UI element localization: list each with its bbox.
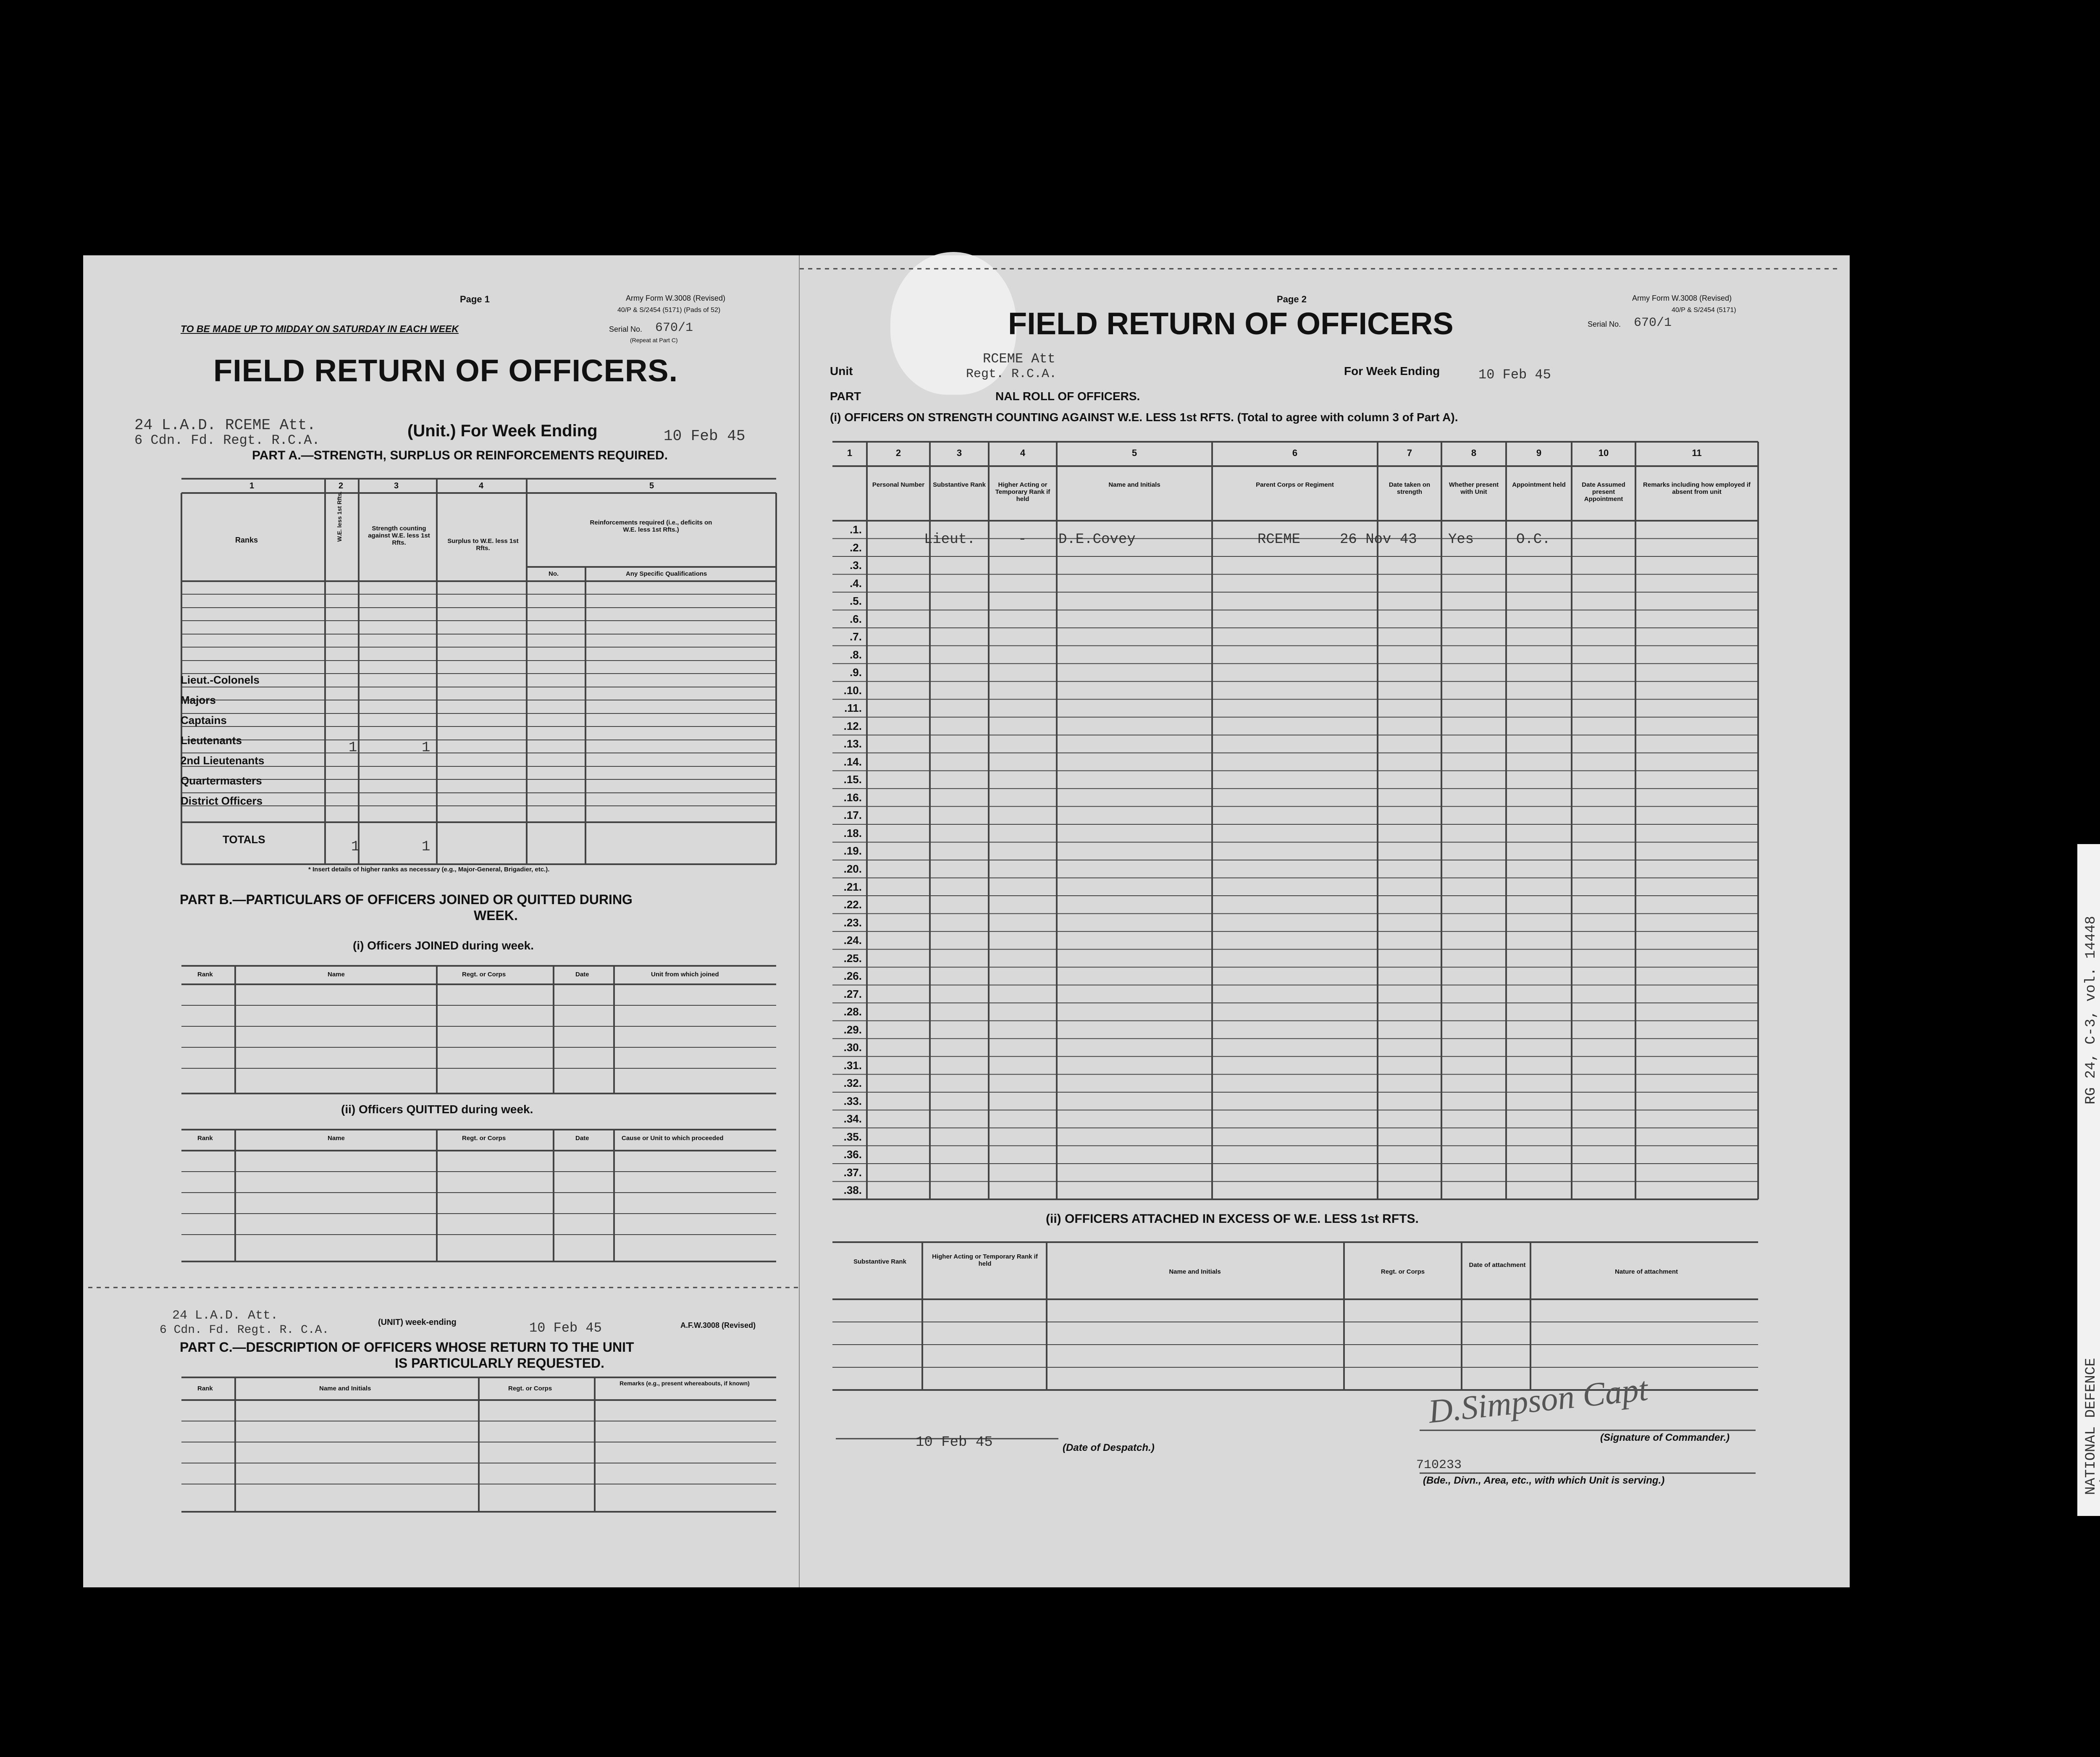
row-number: .12. xyxy=(843,719,862,732)
row-number: .18. xyxy=(843,826,862,839)
entry-appointment: O.C. xyxy=(1516,532,1551,548)
quitted-col: Date xyxy=(575,1135,589,1142)
joined-col: Regt. or Corps xyxy=(462,971,506,978)
entry-name: D.E.Covey xyxy=(1058,532,1136,548)
row-number: .6. xyxy=(850,612,862,625)
entry-rank: Lieut. xyxy=(924,532,976,548)
part-c-col: Name and Initials xyxy=(319,1385,371,1392)
row-number: .13. xyxy=(843,737,862,750)
rank-label: Lieut.-Colonels xyxy=(181,674,260,686)
row-number: .32. xyxy=(843,1077,862,1090)
col-number: 8 xyxy=(1471,448,1477,458)
joined-col: Rank xyxy=(197,971,213,978)
part-a-title: PART A.—STRENGTH, SURPLUS OR REINFORCEMENTS REQUIRED. xyxy=(252,448,668,462)
row-number: .38. xyxy=(843,1184,862,1197)
part-a-col-3: 3 xyxy=(394,481,399,490)
page2-unit-label: Unit xyxy=(830,365,853,378)
row-number: .5. xyxy=(850,595,862,608)
totals-label: TOTALS xyxy=(223,833,265,846)
page1-page-label: Page 1 xyxy=(460,294,490,304)
despatch-date: 10 Feb 45 xyxy=(916,1434,993,1450)
page2-part-label: PART xyxy=(830,390,861,403)
part-c-col: Rank xyxy=(197,1385,213,1392)
page2-unit-2: Regt. R.C.A. xyxy=(966,367,1057,381)
row-number: .1. xyxy=(850,523,862,536)
attached-col: Name and Initials xyxy=(1169,1268,1221,1275)
page2-army-form: Army Form W.3008 (Revised) xyxy=(1632,294,1732,302)
row-number: .26. xyxy=(843,970,862,983)
quitted-col: Regt. or Corps xyxy=(462,1135,506,1142)
part-c-unit-label: (UNIT) week-ending xyxy=(378,1318,457,1327)
row-number: .11. xyxy=(844,702,862,715)
row-number: .37. xyxy=(843,1166,862,1179)
quitted-col: Cause or Unit to which proceeded xyxy=(622,1135,724,1142)
joined-col: Name xyxy=(328,971,345,978)
bde-typed: 710233 xyxy=(1416,1458,1462,1472)
row-number: .7. xyxy=(850,630,862,643)
signature: D.Simpson Capt xyxy=(1426,1370,1650,1431)
page2-nominal-roll: NAL ROLL OF OFFICERS. xyxy=(995,390,1140,403)
col-head: Parent Corps or Regiment xyxy=(1256,481,1334,488)
row-number: .22. xyxy=(843,898,862,911)
strength-value: 1 xyxy=(422,740,430,756)
despatch-label: (Date of Despatch.) xyxy=(1063,1442,1155,1453)
page1-form-ref: 40/P & S/2454 (5171) (Pads of 52) xyxy=(617,307,721,314)
part-c-title-1: PART C.—DESCRIPTION OF OFFICERS WHOSE RETURN TO THE UNIT xyxy=(180,1340,634,1355)
col-head: Appointment held xyxy=(1512,481,1566,488)
joined-title: (i) Officers JOINED during week. xyxy=(353,939,534,952)
entry-date: 26 Nov 43 xyxy=(1340,532,1417,548)
page1-unit-line1: 24 L.A.D. RCEME Att. xyxy=(134,417,316,434)
row-number: .14. xyxy=(843,755,862,768)
row-number: .34. xyxy=(843,1112,862,1125)
row-number: .4. xyxy=(850,577,862,590)
part-a-col-5: 5 xyxy=(649,481,654,490)
page1-unit-line2: 6 Cdn. Fd. Regt. R.C.A. xyxy=(134,433,320,448)
row-number: .27. xyxy=(843,987,862,1000)
page2-week-label: For Week Ending xyxy=(1344,365,1440,378)
row-number: .33. xyxy=(843,1094,862,1107)
rank-label: District Officers xyxy=(181,795,263,807)
quitted-col: Rank xyxy=(197,1135,213,1142)
part-a-col-4: 4 xyxy=(479,481,484,490)
part-c-unit-2: 6 Cdn. Fd. Regt. R. C.A. xyxy=(160,1324,329,1337)
part-a-surplus-head: Surplus to W.E. less 1st Rfts. xyxy=(447,538,519,552)
rank-label: Majors xyxy=(181,694,216,706)
totals-we: 1 xyxy=(351,839,360,855)
col-head: Date Assumed present Appointment xyxy=(1582,481,1625,503)
part-a-ranks-head: Ranks xyxy=(235,536,258,544)
quitted-col: Name xyxy=(328,1135,345,1142)
joined-col: Date xyxy=(575,971,589,978)
row-number: .19. xyxy=(843,844,862,858)
page1-instruction: TO BE MADE UP TO MIDDAY ON SATURDAY IN EACH WEEK xyxy=(181,323,459,334)
row-number: .21. xyxy=(843,880,862,893)
row-number: .8. xyxy=(850,648,862,661)
totals-strength: 1 xyxy=(422,839,430,855)
bde-label: (Bde., Divn., Area, etc., with which Unit is serving.) xyxy=(1423,1475,1665,1486)
joined-col: Unit from which joined xyxy=(651,971,719,978)
attached-col: Date of attachment xyxy=(1469,1261,1526,1269)
part-a-no-head: No. xyxy=(549,570,559,577)
col-number: 9 xyxy=(1536,448,1542,458)
part-c-form-ref: A.F.W.3008 (Revised) xyxy=(680,1321,756,1330)
row-number: .16. xyxy=(843,791,862,804)
entry-corps: RCEME xyxy=(1257,532,1301,548)
page1-week-ending: 10 Feb 45 xyxy=(664,427,746,445)
part-b-title-2: WEEK. xyxy=(474,908,518,923)
part-a-col-1: 1 xyxy=(249,481,255,490)
row-number: .36. xyxy=(843,1148,862,1161)
col-number: 10 xyxy=(1598,448,1609,458)
page1-serial-value: 670/1 xyxy=(655,321,693,335)
page1-title: FIELD RETURN OF OFFICERS. xyxy=(213,353,678,388)
row-number: .3. xyxy=(850,559,862,572)
row-number: .29. xyxy=(843,1023,862,1036)
row-number: .24. xyxy=(843,934,862,947)
col-head: Higher Acting or Temporary Rank if held xyxy=(995,481,1050,503)
part-a-footnote: * Insert details of higher ranks as necessary (e.g., Major-General, Brigadier, etc.). xyxy=(308,866,550,873)
page2-section-i: (i) OFFICERS ON STRENGTH COUNTING AGAINST W.E. LESS 1st RFTS. (Total to agree with column 3 of Part A). xyxy=(830,411,1458,424)
page1-serial-note: (Repeat at Part C) xyxy=(630,337,678,344)
col-number: 1 xyxy=(847,448,853,458)
col-head: Name and Initials xyxy=(1108,481,1160,488)
page2-serial-value: 670/1 xyxy=(1634,316,1672,330)
page2-serial-label: Serial No. xyxy=(1588,320,1621,328)
col-number: 7 xyxy=(1407,448,1412,458)
page2-week-ending: 10 Feb 45 xyxy=(1478,367,1551,383)
row-number: .9. xyxy=(850,666,862,679)
page1-unit-label: (Unit.) For Week Ending xyxy=(407,422,598,440)
row-number: .28. xyxy=(843,1005,862,1018)
part-a-col-2: 2 xyxy=(339,481,344,490)
quitted-title: (ii) Officers QUITTED during week. xyxy=(341,1103,533,1116)
col-number: 3 xyxy=(956,448,962,458)
attached-col: Higher Acting or Temporary Rank if held xyxy=(932,1253,1038,1267)
row-number: .15. xyxy=(843,773,862,786)
part-a-qual-head: Any Specific Qualifications xyxy=(626,570,707,577)
part-c-week: 10 Feb 45 xyxy=(529,1320,602,1336)
fold-line xyxy=(799,255,800,1587)
col-head: Date taken on strength xyxy=(1389,481,1431,496)
rank-label: 2nd Lieutenants xyxy=(181,754,265,767)
col-number: 5 xyxy=(1131,448,1137,458)
row-number: .31. xyxy=(843,1059,862,1072)
col-head: Substantive Rank xyxy=(933,481,986,488)
row-number: .17. xyxy=(843,809,862,822)
rank-label: Quartermasters xyxy=(181,774,262,787)
part-c-title-2: IS PARTICULARLY REQUESTED. xyxy=(395,1356,605,1371)
attached-col: Regt. or Corps xyxy=(1381,1268,1425,1275)
page1-army-form: Army Form W.3008 (Revised) xyxy=(626,294,726,302)
attached-col: Substantive Rank xyxy=(853,1258,906,1265)
col-head: Personal Number xyxy=(872,481,925,488)
col-number: 2 xyxy=(895,448,901,458)
row-number: .30. xyxy=(843,1041,862,1054)
part-a-reinf-head: Reinforcements required (i.e., deficits on W.E. less 1st Rfts.) xyxy=(590,519,712,533)
page2-page-label: Page 2 xyxy=(1277,294,1307,304)
entry-present: Yes xyxy=(1448,532,1474,548)
part-c-col: Remarks (e.g., present whereabouts, if known) xyxy=(620,1380,750,1387)
part-b-title-1: PART B.—PARTICULARS OF OFFICERS JOINED OR QUITTED DURING xyxy=(180,892,633,907)
row-number: .20. xyxy=(843,863,862,875)
page2-title: FIELD RETURN OF OFFICERS xyxy=(1008,306,1454,341)
page1-serial-label: Serial No. xyxy=(609,325,643,333)
archive-dept-1: NATIONAL DEFENCE xyxy=(2083,1358,2099,1495)
entry-higher: - xyxy=(1018,532,1027,548)
part-c-unit-1: 24 L.A.D. Att. xyxy=(172,1309,278,1323)
col-number: 11 xyxy=(1692,448,1702,458)
rank-label: Captains xyxy=(181,714,227,726)
col-head: Remarks including how employed if absent from unit xyxy=(1643,481,1751,496)
row-number: .35. xyxy=(843,1130,862,1143)
row-number: .23. xyxy=(843,916,862,929)
page2-unit-1: RCEME Att xyxy=(983,351,1055,367)
part-a-strength-head: Strength counting against W.E. less 1st Rfts. xyxy=(368,525,430,546)
signature-label: (Signature of Commander.) xyxy=(1600,1432,1730,1443)
attached-col: Nature of attachment xyxy=(1614,1268,1678,1275)
we-value: 1 xyxy=(349,740,357,756)
col-number: 6 xyxy=(1292,448,1298,458)
part-c-col: Regt. or Corps xyxy=(508,1385,552,1392)
col-head: Whether present with Unit xyxy=(1449,481,1499,496)
section-ii-title: (ii) OFFICERS ATTACHED IN EXCESS OF W.E. LESS 1st RFTS. xyxy=(1046,1212,1419,1226)
row-number: .25. xyxy=(843,952,862,965)
col-number: 4 xyxy=(1020,448,1026,458)
page2-form-ref: 40/P & S/2454 (5171) xyxy=(1672,307,1736,314)
row-number: .2. xyxy=(850,541,862,554)
row-number: .10. xyxy=(843,684,862,697)
rank-label: Lieutenants xyxy=(181,734,242,747)
archive-ref-1: RG 24, C-3, vol. 14448 xyxy=(2083,916,2099,1104)
